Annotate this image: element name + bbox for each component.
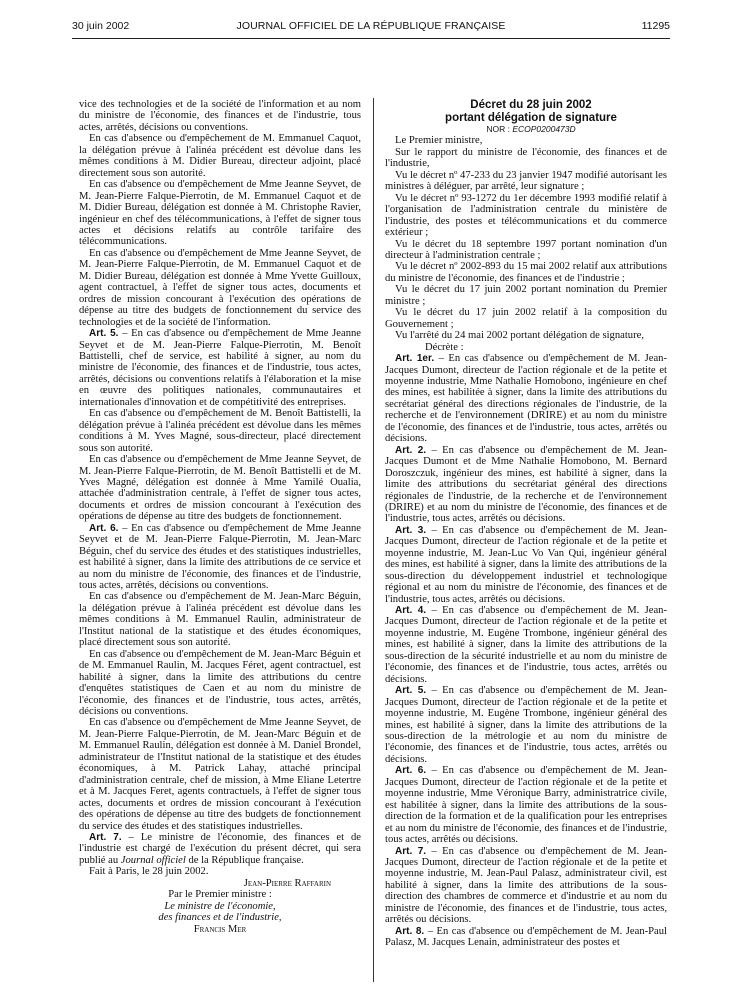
- column-divider: [373, 98, 374, 982]
- article-label: Art. 5.: [89, 328, 119, 340]
- article-5: [385, 685, 667, 765]
- article-text: – En cas d'absence ou d'empêchement de Mme Jeanne Seyvet et de M. Jean-Pierre Falque-Pierrotin, M. Jean-Marc Béguin, chef du service des études et des statistiques industrielles, est habilité à signer, dans la limite des attributions de ce service et au nom du ministre de l'économie, des finances et de l'industrie, tous actes, arrêtés, décisions ou conventions.: [79, 522, 362, 592]
- decree-subtitle: portant délégation de signature: [445, 111, 617, 124]
- signatory-prime-minister: Jean-Pierre Raffarin: [243, 877, 331, 889]
- article-label: Art. 5.: [395, 685, 427, 697]
- paragraph: Vu le décret nº 93-1272 du 1er décembre 1993 modifié relatif à l'organisation de l'administration centrale du ministère de l'industrie, des postes et télécommunications et du commerce extérieur ;: [385, 192, 667, 239]
- article-6: [79, 523, 361, 592]
- header-rule: [72, 38, 670, 39]
- left-column: [79, 99, 361, 935]
- paragraph: En cas d'absence ou d'empêchement de Mme Jeanne Seyvet, de M. Jean-Pierre Falque-Pierrotin, de M. Emmanuel Caquot et de M. Didier Bureau, délégation est donnée à M. Christophe Ravier, ingénieur en chef des télécommunications, à l'effet de signer tous actes et décisions relatifs au contrôle tarifaire des télécommunications.: [79, 179, 361, 248]
- article-text: – En cas d'absence ou d'empêchement de M. Jean-Jacques Dumont et de Mme Nathalie Homobono, M. Bernard Doroszczuk, ingénieur des mines, est habilité à signer, dans la limite des attributions du secrétariat général des directions régionales de l'industrie, de la recherche et de l'environnement (DRIRE) et au nom du ministre de l'économie, des finances et de l'industrie, tous actes, arrêtés ou décisions.: [385, 444, 668, 525]
- nor-reference: [385, 124, 667, 135]
- paragraph: Vu l'arrêté du 24 mai 2002 portant délégation de signature,: [395, 330, 644, 342]
- right-column: [385, 99, 667, 949]
- article-text: – En cas d'absence ou d'empêchement de M. Jean-Jacques Dumont, directeur de l'action régionale et de la petite et moyenne industrie, M. Eugène Trombone, ingénieur général des mines, est habilité à signer, dans la limite des attributions de la sous-direction de la sécurité industrielle et au nom du ministre de l'économie, des finances et de l'industrie, tous actes, arrêtés ou décisions.: [385, 605, 668, 685]
- article-2: [385, 445, 667, 525]
- article-label: Art. 2.: [395, 444, 427, 456]
- paragraph: En cas d'absence ou d'empêchement de Mme Jeanne Seyvet, de M. Jean-Pierre Falque-Pierrotin, de M. Jean-Marc Béguin et de M. Emmanuel Raulin, délégation est donnée à M. Daniel Brondel, administrateur de l'Institut national de la statistique et des études économiques, à M. Patrick Lahay, attaché principal d'administration centrale, chef de mission, à Mme Eliane Letertre et à M. Jacques Feret, agents contractuels, à l'effet de signer tous actes, documents et ordres de mission concourant à l'exécution des opérations de dépense au titre des budgets de fonctionnement du service des études et des statistiques industrielles.: [79, 717, 361, 832]
- minister-title-line2: [79, 912, 361, 923]
- signatory-minister: Francis Mer: [193, 923, 247, 935]
- article-8: [385, 926, 667, 949]
- article-text: – En cas d'absence ou d'empêchement de M. Jean-Jacques Dumont, directeur de l'action régionale et de la petite et moyenne industrie, M. Eugène Trombone, ingénieur général des mines, est habilité à signer, dans la limite des attributions de la sous-direction de la métrologie et au nom du ministre de l'économie, des finances et de l'industrie, tous actes, arrêtés ou décisions.: [385, 685, 668, 765]
- article-7: [385, 846, 667, 926]
- article-label: Art. 8.: [395, 925, 425, 937]
- nor-label: NOR :: [486, 124, 513, 134]
- paragraph: Le Premier ministre,: [395, 135, 483, 147]
- paragraph: En cas d'absence ou d'empêchement de M. Benoît Battistelli, la délégation prévue à l'alinéa précédent est dévolue dans les mêmes conditions à M. Yves Magné, sous-directeur, placé directement sous son autorité.: [79, 408, 361, 454]
- article-7: [79, 832, 361, 866]
- signing-place-date: Fait à Paris, le 28 juin 2002.: [89, 866, 209, 878]
- minister-title-text: des finances et de l'industrie,: [158, 912, 282, 924]
- paragraph: Vu le décret du 17 juin 2002 relatif à la composition du Gouvernement ;: [385, 307, 667, 330]
- minister-title-text: Le ministre de l'économie,: [164, 900, 276, 912]
- article-text: – En cas d'absence ou d'empêchement de M. Jean-Jacques Dumont, directeur de l'action régionale et de la petite et moyenne industrie, M. Jean-Luc Vo Van Qui, ingénieur général des mines, est habilité à signer, dans la limite des attributions de la sous-direction du développement industriel et technologique régional et au nom du ministre de l'économie, des finances et de l'industrie, tous actes, arrêtés ou décisions.: [385, 524, 668, 605]
- article-text: – En cas d'absence ou d'empêchement de Mme Jeanne Seyvet et de M. Jean-Pierre Falque-Pierrotin, M. Benoît Battistelli, chef de service, est habilité à signer, au nom du ministre de l'économie, des finances et de l'industrie, tous actes, arrêtés, décisions ou conventions relatifs à l'élaboration et la mise en œuvre des politiques nationales, communautaires et internationales d'innovation et de compétitivité des entreprises.: [79, 328, 362, 408]
- paragraph: Sur le rapport du ministre de l'économie, des finances et de l'industrie,: [385, 146, 667, 170]
- paragraph: En cas d'absence ou d'empêchement de M. Jean-Marc Béguin, la délégation prévue à l'alinéa précédent est dévolue dans les mêmes conditions à M. Emmanuel Raulin, administrateur de l'Institut national de la statistique et des études économiques, placé directement sous son autorité.: [79, 591, 361, 649]
- header-page-number: 11295: [641, 20, 670, 32]
- paragraph: En cas d'absence ou d'empêchement de Mme Jeanne Seyvet, de M. Jean-Pierre Falque-Pierrotin, de M. Benoît Battistelli et de M. Yves Magné, délégation est donnée à Mme Yamilé Oualia, attachée d'administration centrale, à l'effet de signer tous actes, documents et ordres de mission concourant à l'exécution des opérations de dépense au titre des budgets de fonctionnement.: [79, 454, 361, 523]
- paragraph: En cas d'absence ou d'empêchement de M. Emmanuel Caquot, la délégation prévue à l'alinéa précédent est dévolue dans les mêmes conditions à M. Didier Bureau, directeur adjoint, placé directement sous son autorité.: [79, 133, 361, 179]
- nor-code: ECOP0200473D: [512, 124, 576, 134]
- article-text: – En cas d'absence ou d'empêchement de M. Jean-Jacques Dumont, directeur de l'action régionale et de la petite et moyenne industrie, M. Jean-Paul Palasz, administrateur civil, est habilité à signer, dans la limite des attributions de la sous-direction des chambres de commerce et d'industrie et au nom du ministre de l'économie, des finances et de l'industrie, tous actes, arrêtés ou décisions.: [385, 845, 668, 926]
- minister-title-line1: [79, 901, 361, 912]
- paragraph: vice des technologies et de la société de l'information et au nom du ministre de l'économie, des finances et de l'industrie, tous actes, arrêtés, décisions ou conventions.: [79, 99, 361, 133]
- article-5: [79, 328, 361, 408]
- decree-title: Décret du 28 juin 2002: [470, 99, 592, 111]
- journal-name: Journal officiel: [120, 854, 186, 866]
- article-label: Art. 1er.: [395, 353, 435, 365]
- article-text: – En cas d'absence ou d'empêchement de M. Jean-Jacques Dumont, directeur de l'action régionale et de la petite et moyenne industrie, Mme Véronique Barry, administratrice civile, est habilitée à signer, dans la limite des attributions de la sous-direction de la formation et de la qualification pour les entreprises et au nom du ministre de l'économie, des finances et de l'industrie, tous actes, arrêtés ou décisions.: [385, 765, 668, 846]
- header-date: 30 juin 2002: [72, 20, 130, 32]
- article-text: – Le ministre de l'économie, des finances et de l'industrie est chargé de l'exécution du présent décret, qui sera publié au: [79, 832, 362, 866]
- paragraph: Vu le décret du 17 juin 2002 portant nomination du Premier ministre ;: [385, 284, 667, 307]
- decree-verb: Décrète :: [425, 341, 464, 353]
- article-label: Art. 6.: [395, 765, 427, 777]
- article-text-end: de la République française.: [185, 854, 304, 866]
- paragraph: En cas d'absence ou d'empêchement de M. Jean-Marc Béguin et de M. Emmanuel Raulin, M. Jacques Féret, agent contractuel, est habilité à signer, dans la limite des attributions du centre d'enquêtes statistiques de Caen et au nom du ministre de l'économie, des finances et de l'industrie, tous actes, arrêtés, décisions ou conventions.: [79, 648, 361, 718]
- article-label: Art. 7.: [395, 845, 427, 857]
- paragraph: Vu le décret nº 2002-893 du 15 mai 2002 relatif aux attributions du ministre de l'économie, des finances et de l'industrie ;: [385, 261, 667, 284]
- paragraph: Vu le décret nº 47-233 du 23 janvier 1947 modifié autorisant les ministres à déléguer, par arrêté, leur signature ;: [385, 169, 667, 193]
- article-label: Art. 7.: [89, 832, 122, 843]
- article-label: Art. 6.: [89, 522, 119, 534]
- article-text: – En cas d'absence ou d'empêchement de M. Jean-Jacques Dumont, directeur de l'action régionale et de la petite et moyenne industrie, Mme Nathalie Homobono, ingénieure en chef des mines, est habilitée à signer, dans la limite des attributions du secrétariat général des directions régionales de l'industrie, de la recherche et de l'environnement (DRIRE) et au nom du ministre de l'économie, des finances et de l'industrie, tous actes, arrêtés ou décisions.: [385, 353, 668, 445]
- paragraph: Vu le décret du 18 septembre 1997 portant nomination d'un directeur à l'administration centrale ;: [385, 238, 667, 261]
- article-text: – En cas d'absence ou d'empêchement de M. Jean-Paul Palasz, M. Jacques Lenain, administrateur des postes et: [385, 925, 667, 949]
- article-4: [385, 605, 667, 685]
- paragraph: En cas d'absence ou d'empêchement de Mme Jeanne Seyvet, de M. Jean-Pierre Falque-Pierrotin, de M. Emmanuel Caquot et de M. Didier Bureau, délégation est donnée à Mme Yvette Guilloux, agent contractuel, à l'effet de signer tous actes, documents et ordres de mission concourant à l'exécution des opérations de dépense au titre des budgets de fonctionnement du service des technologies et de la société de l'information.: [79, 247, 361, 328]
- article-6: [385, 765, 667, 845]
- page-header: [72, 20, 670, 36]
- countersign-intro: Par le Premier ministre :: [168, 889, 272, 901]
- article-1: [385, 353, 667, 445]
- header-title: JOURNAL OFFICIEL DE LA RÉPUBLIQUE FRANÇAISE: [236, 20, 506, 32]
- article-label: Art. 3.: [395, 524, 427, 536]
- article-3: [385, 525, 667, 605]
- article-label: Art. 4.: [395, 605, 427, 617]
